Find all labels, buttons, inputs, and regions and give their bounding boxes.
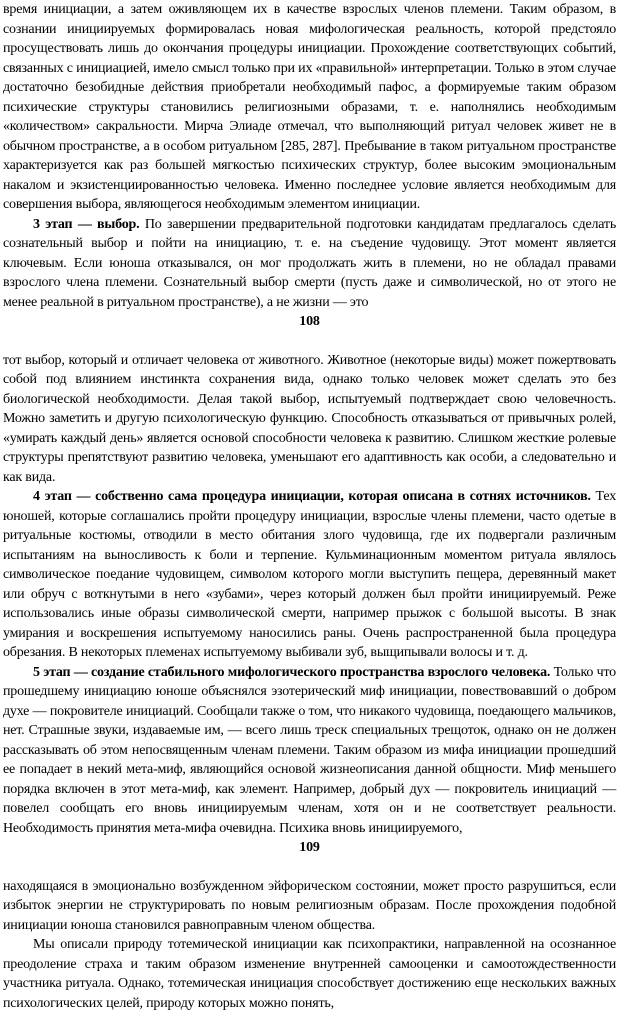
stage-3-heading: 3 этап — выбор. bbox=[33, 216, 140, 232]
paragraph-initiation-myth: время инициации, а затем оживляющем их в качестве взрослых членов племени. Таким образом, в сознании инициируемых формировалась новая мифологическая реальность, которой предстояло просуществовать лишь до окончания процедуры инициации. Прохождение соответствующих событий, связанных с инициацией, имело смысл только при их «правильной» интерпретации. Только в этом случае достаточно безобидные действия приобретали необходимый пафос, а формируемые таким образом психические структуры становились религиозными образами, т. е. наполнялись необходимым «количеством» сакральности. Мирча Элиаде отмечал, что выполняющий ритуал человек живет не в обычном пространстве, а в особом ритуальном [285, 287]. Пребывание в таком ритуальном пространстве характеризуется как раз большей мягкостью психических структур, более высоким эмоциональным накалом и экзистенциированностью человека. Именно последнее условие является необходимым для совершения выбора, являющегося необходимым элементом инициации. bbox=[3, 2, 616, 212]
stage-4-text: Тех юношей, которые соглашались пройти процедуру инициации, взрослые члены племени, часто одетые в ритуальные костюмы, отводили в место обитания злого чудовища, где их подвергали различным испытаниям на выносливость к боли и терпение. Кульминационным моментом ритуала являлось символическое поедание чудовищем, символом которого могли выступить пещера, деревянный макет или обруч с воткнутыми в него «зубами», через который должен был пройти инициируемый. Реже использовались иные образы символической смерти, например прыжок с большой высоты. В знак умирания и воскрешения испытуемому наносились раны. Очень распространенной была процедура обрезания. В некоторых племенах испытуемому выбивали зуб, выщипывали волосы и т. д. bbox=[3, 489, 616, 660]
stage-5-heading: 5 этап — создание стабильного мифологического пространства взрослого человека. bbox=[33, 664, 551, 680]
page-number-109: 109 bbox=[299, 840, 320, 855]
page-number-108: 108 bbox=[299, 314, 320, 329]
stage-4-heading: 4 этап — собственно сама процедура инициации, которая описана в сотнях источников. bbox=[33, 489, 591, 504]
paragraph-totemic-initiation: Мы описали природу тотемической инициации как психопрактики, направленной на осознанное преодоление страха и таким образом изменение внутренней самооценки и самоотождественности участника ритуала. Однако, тотемическая инициация способствует достижению еще нескольких важных психологических целей, природу которых можно понять, bbox=[3, 937, 616, 1011]
paragraph-psyche-continuation: находящаяся в эмоционально возбужденном эйфорическом состоянии, может просто разрушиться, если избыток энергии не структурировать по новым религиозным образам. После прохождения подобной инициации юноша становился равноправным членом общества. bbox=[3, 878, 616, 933]
stage-5-text: Только что прошедшему инициацию юноше объяснялся эзотерический миф инициации, повествовавший о добром духе — покровителе инициаций. Сообщали также о том, что никакого чудовища, поедающего мальчиков, нет. Страшные звуки, издаваемые им, — всего лишь треск специальных трещоток, однако он не должен рассказывать об этом непосвященным членам племени. Таким образом из мифа инициации прошедший ее попадает в некий мета-миф, являющийся основой жизнеописания данной общности. Миф меньшего порядка включен в этот мета-миф, как элемент. Например, добрый дух — покровитель инициаций — повелел сообщать его вновь инициируемым членам, хотя он и не соответствует реальности. Необходимость принятия мета-мифа очевидна. Психика вновь инициируемого, bbox=[3, 664, 616, 836]
paragraph-stage-5 bbox=[3, 663, 616, 839]
paragraph-stage-3 bbox=[3, 215, 616, 313]
stage-3-text: По завершении предварительной подготовки кандидатам предлагалось сделать сознательный выбор и пойти на инициацию, т. е. на съедение чудовищу. Этот момент является ключевым. Если юноша отказывался, он мог продолжать жить в племени, но не обладал правами взрослого члена племени. Сознательный выбор смерти (пусть даже и символической, но от этого не менее реальной в ритуальном пространстве), а не жизни — это bbox=[3, 216, 617, 310]
paragraph-stage-4 bbox=[3, 487, 616, 663]
paragraph-choice-continuation: тот выбор, который и отличает человека от животного. Животное (некоторые виды) может пожертвовать собой под влиянием инстинкта сохранения вида, однако только человек может сделать это без биологической необходимости. Делая такой выбор, испытуемый подтверждает свою человечность. Можно заметить и другую психологическую функцию. Способность отказываться от привычных ролей, «умирать каждый день» является основой способности человека к развитию. Слишком жесткие ролевые структуры препятствуют развитию человека, уменьшают его адаптивность как особи, а следовательно и как вида. bbox=[3, 352, 616, 485]
